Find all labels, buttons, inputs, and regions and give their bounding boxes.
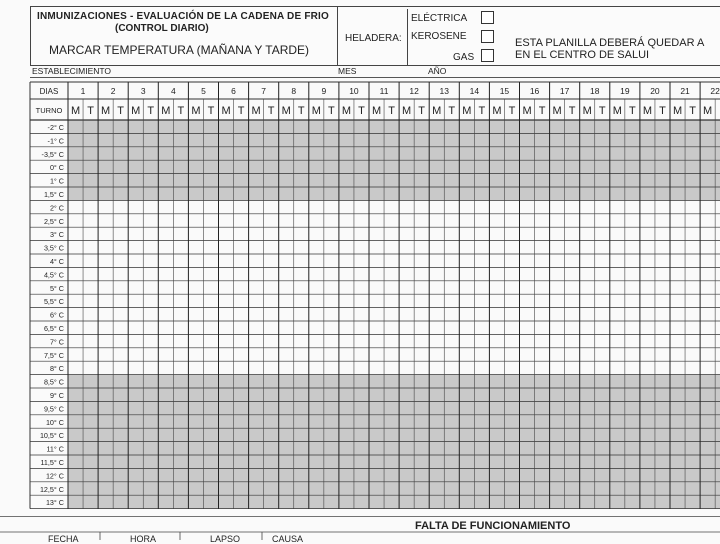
temperature-label: -2° C xyxy=(47,123,64,132)
day-number-8: 8 xyxy=(291,86,297,96)
temperature-label: 3° C xyxy=(49,230,64,240)
turno-m: M xyxy=(101,105,111,117)
day-number-22: 22 xyxy=(710,86,720,96)
day-number-20: 20 xyxy=(650,86,660,96)
turno-t: T xyxy=(328,105,335,117)
temperature-label: 4° C xyxy=(49,257,64,266)
temperature-label: -1° C xyxy=(47,136,64,146)
turno-m: M xyxy=(341,105,352,117)
form-instruction: MARCAR TEMPERATURA (MAÑANA Y TARDE) xyxy=(49,43,310,57)
temperature-label: 1° C xyxy=(49,176,64,186)
day-number-6: 6 xyxy=(231,86,236,96)
day-number-5: 5 xyxy=(201,86,206,96)
temperature-label: 10,5° C xyxy=(39,431,64,441)
day-number-14: 14 xyxy=(469,86,480,96)
shaded-band xyxy=(68,187,720,200)
temperature-label: 10° C xyxy=(45,417,64,427)
day-number-21: 21 xyxy=(680,86,690,96)
turno-m: M xyxy=(251,105,261,117)
footer-col-lapso: LAPSO xyxy=(210,534,241,544)
turno-t: T xyxy=(508,105,516,117)
shaded-band xyxy=(68,388,720,401)
turno-t: T xyxy=(388,105,395,117)
turno-m: M xyxy=(191,105,201,117)
day-number-1: 1 xyxy=(80,86,86,96)
turno-t: T xyxy=(659,105,666,117)
turno-m: M xyxy=(672,105,683,117)
turno-m: M xyxy=(552,105,562,117)
turno-t: T xyxy=(237,105,245,117)
temperature-label: 0° C xyxy=(49,163,64,173)
shaded-band xyxy=(68,375,720,388)
day-number-2: 2 xyxy=(110,86,116,96)
temperature-label: 9,5° C xyxy=(43,404,64,414)
temperature-label: 11° C xyxy=(46,444,64,454)
day-number-10: 10 xyxy=(349,86,359,96)
turno-t: T xyxy=(629,105,636,117)
day-number-19: 19 xyxy=(620,86,630,96)
temperature-label: 3,5° C xyxy=(43,243,64,253)
turno-t: T xyxy=(87,105,94,117)
day-number-3: 3 xyxy=(140,86,146,96)
shaded-band xyxy=(68,120,720,133)
day-number-17: 17 xyxy=(559,86,570,96)
footer-col-hora: HORA xyxy=(130,534,157,544)
turno-t: T xyxy=(117,105,125,117)
option-gas-label: GAS xyxy=(453,52,475,63)
mes-label: MES xyxy=(338,66,357,76)
footer-col-causa: CAUSA xyxy=(272,534,304,544)
turno-t: T xyxy=(448,105,456,117)
day-number-16: 16 xyxy=(529,86,540,96)
option-kerosene-label: KEROSENE xyxy=(411,31,467,42)
temperature-label: 5° C xyxy=(49,283,64,293)
temperature-label: 5,5° C xyxy=(43,297,64,307)
temperature-label: 7,5° C xyxy=(43,350,64,360)
turno-m: M xyxy=(281,105,291,117)
turno-t: T xyxy=(177,105,185,117)
shaded-band xyxy=(68,468,720,481)
footer-title: FALTA DE FUNCIONAMIENTO xyxy=(415,520,571,532)
turno-m: M xyxy=(221,105,231,117)
temperature-label: 2° C xyxy=(49,203,64,213)
temperature-label: 12° C xyxy=(45,471,64,481)
turno-t: T xyxy=(418,105,426,117)
turno-t: T xyxy=(689,105,696,117)
turno-t: T xyxy=(598,105,606,117)
temperature-label: 7° C xyxy=(49,337,64,347)
turno-m: M xyxy=(311,105,321,117)
shaded-band xyxy=(68,428,720,441)
turno-m: M xyxy=(612,105,622,117)
turno-m: M xyxy=(703,105,713,117)
turno-t: T xyxy=(568,105,576,117)
shaded-band xyxy=(68,455,720,468)
turno-t: T xyxy=(267,105,275,117)
day-number-12: 12 xyxy=(409,86,419,96)
temperature-label: 13° C xyxy=(45,498,64,508)
shaded-band xyxy=(68,482,720,495)
day-number-18: 18 xyxy=(590,86,600,96)
turno-m: M xyxy=(462,105,472,117)
shaded-band xyxy=(68,495,720,508)
temperature-label: 6° C xyxy=(49,310,64,320)
turno-label: TURNO xyxy=(35,106,63,115)
day-number-15: 15 xyxy=(499,86,510,96)
turno-t: T xyxy=(478,105,486,117)
shaded-band xyxy=(68,415,720,428)
note-line-2: EN EL CENTRO DE SALUI xyxy=(515,49,650,61)
dias-label: DIAS xyxy=(39,87,59,96)
temperature-label: 2,5° C xyxy=(43,216,64,226)
turno-m: M xyxy=(642,105,653,117)
turno-m: M xyxy=(371,105,382,117)
turno-m: M xyxy=(522,105,532,117)
turno-m: M xyxy=(432,105,442,117)
turno-t: T xyxy=(147,105,155,117)
day-number-7: 7 xyxy=(261,86,267,96)
temperature-label: 9° C xyxy=(49,391,64,400)
form-title: INMUNIZACIONES - EVALUACIÓN DE LA CADENA DE FRIO xyxy=(37,11,330,22)
day-number-11: 11 xyxy=(379,86,389,96)
turno-t: T xyxy=(358,105,365,117)
shaded-band xyxy=(68,160,720,173)
day-number-13: 13 xyxy=(439,86,449,96)
turno-m: M xyxy=(492,105,502,117)
temperature-label: -3,5° C xyxy=(41,149,64,159)
day-number-9: 9 xyxy=(321,86,327,96)
shaded-band xyxy=(68,401,720,414)
option-electrica-label: ELÉCTRICA xyxy=(411,13,468,24)
anio-label: AÑO xyxy=(428,66,447,76)
temperature-label: 4,5° C xyxy=(43,270,64,280)
turno-m: M xyxy=(402,105,412,117)
shaded-band xyxy=(68,174,720,187)
day-number-4: 4 xyxy=(170,86,176,96)
note-line-1: ESTA PLANILLA DEBERÁ QUEDAR A xyxy=(515,37,705,49)
establecimiento-label: ESTABLECIMIENTO xyxy=(32,66,112,76)
temperature-label: 6,5° C xyxy=(43,324,64,333)
footer-col-fecha: FECHA xyxy=(48,534,79,544)
form-subtitle: (CONTROL DIARIO) xyxy=(115,23,209,34)
shaded-band xyxy=(68,442,720,455)
temperature-label: 8,5° C xyxy=(43,377,64,387)
heladera-label: HELADERA: xyxy=(345,33,402,44)
turno-t: T xyxy=(538,105,546,117)
turno-m: M xyxy=(582,105,592,117)
temperature-label: 12,5° C xyxy=(39,484,64,494)
temperature-label: 8° C xyxy=(49,364,64,374)
temperature-label: 11,5° C xyxy=(40,458,64,467)
turno-m: M xyxy=(131,105,141,117)
turno-m: M xyxy=(70,105,81,117)
temperature-label: 1,5° C xyxy=(43,190,64,199)
shaded-band xyxy=(68,147,720,160)
turno-t: T xyxy=(207,105,215,117)
turno-m: M xyxy=(161,105,171,117)
shaded-band xyxy=(68,133,720,146)
turno-t: T xyxy=(297,105,305,117)
